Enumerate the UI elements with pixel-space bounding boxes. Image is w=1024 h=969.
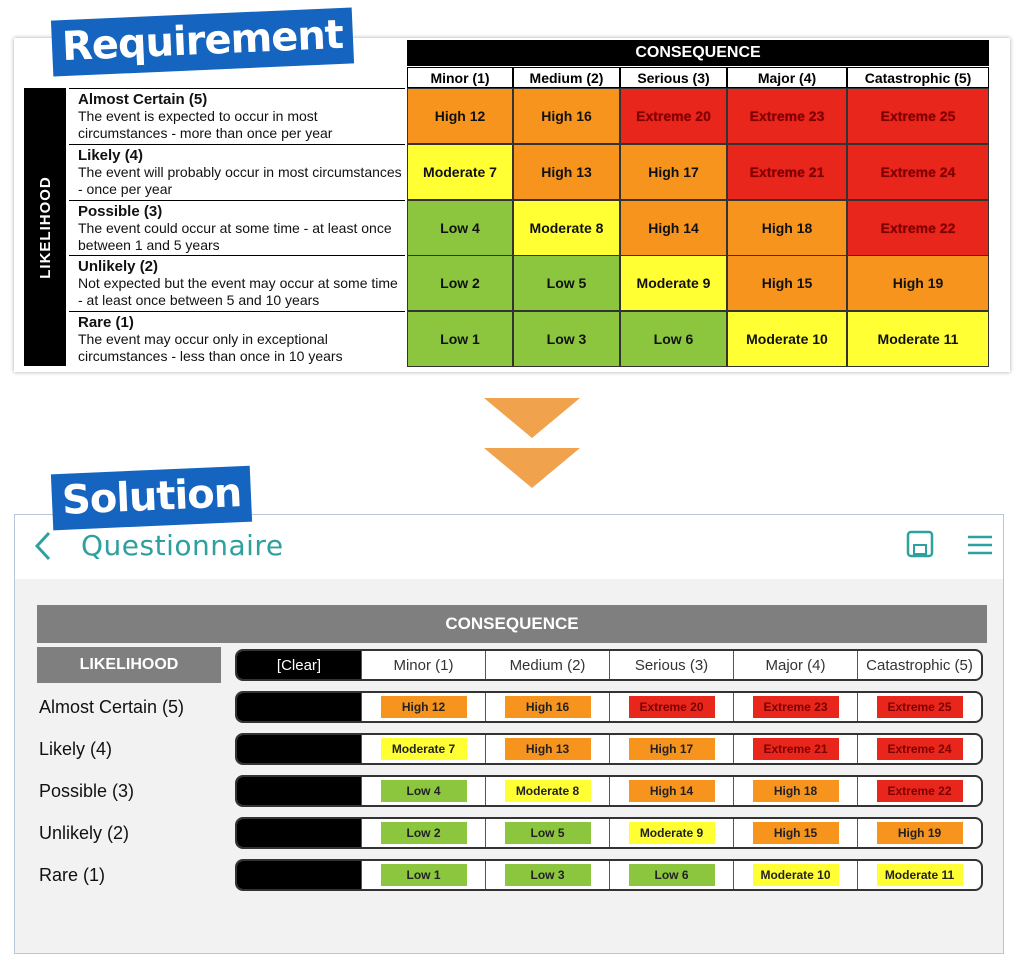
requirement-risk-cell: Moderate 11	[847, 311, 989, 367]
solution-column-header: Major (4)	[733, 651, 857, 679]
risk-level-badge: High 14	[629, 780, 715, 802]
risk-level-badge: High 13	[505, 738, 591, 760]
risk-level-badge: High 16	[505, 696, 591, 718]
solution-column-header: Medium (2)	[485, 651, 609, 679]
risk-level-badge: Low 5	[505, 822, 591, 844]
risk-level-badge: Extreme 22	[877, 780, 963, 802]
requirement-risk-cell: High 15	[727, 255, 847, 311]
risk-option-cell[interactable]	[361, 777, 485, 805]
requirement-risk-cell: Moderate 10	[727, 311, 847, 367]
risk-level-badge: Extreme 20	[629, 696, 715, 718]
requirement-column-header: Serious (3)	[620, 67, 727, 88]
questionnaire-app	[14, 514, 1004, 954]
risk-level-badge: Extreme 23	[753, 696, 839, 718]
risk-option-cell[interactable]	[857, 819, 981, 847]
requirement-risk-cell: Moderate 8	[513, 200, 620, 256]
risk-option-cell[interactable]	[733, 735, 857, 763]
down-arrow-icon	[484, 398, 580, 438]
risk-level-badge: Moderate 7	[381, 738, 467, 760]
chevron-left-icon	[29, 529, 59, 563]
risk-level-badge: Moderate 10	[753, 864, 839, 886]
risk-option-cell[interactable]	[857, 693, 981, 721]
requirement-row-title: Possible (3)	[78, 203, 163, 220]
requirement-risk-cell: High 18	[727, 200, 847, 256]
risk-level-badge: Low 6	[629, 864, 715, 886]
requirement-row-description: The event will probably occur in most circumstances - once per year	[78, 164, 402, 197]
requirement-risk-cell: Extreme 21	[727, 144, 847, 200]
risk-option-row	[235, 817, 983, 849]
risk-level-badge: High 19	[877, 822, 963, 844]
risk-option-cell[interactable]	[609, 819, 733, 847]
solution-row-label: Likely (4)	[39, 738, 113, 759]
risk-option-cell[interactable]	[361, 735, 485, 763]
requirement-risk-cell: Low 2	[407, 255, 513, 311]
risk-level-badge: High 15	[753, 822, 839, 844]
requirement-risk-cell: High 13	[513, 144, 620, 200]
row-selection-indicator[interactable]	[237, 777, 361, 805]
risk-option-cell[interactable]	[733, 693, 857, 721]
requirement-tag: Requirement	[51, 7, 354, 76]
risk-option-row	[235, 775, 983, 807]
risk-level-badge: Low 1	[381, 864, 467, 886]
risk-level-badge: Moderate 8	[505, 780, 591, 802]
requirement-row-title: Almost Certain (5)	[78, 91, 208, 108]
risk-option-cell[interactable]	[361, 819, 485, 847]
risk-level-badge: Low 4	[381, 780, 467, 802]
requirement-column-header: Medium (2)	[513, 67, 620, 88]
requirement-risk-cell: High 14	[620, 200, 727, 256]
risk-level-badge: Low 2	[381, 822, 467, 844]
risk-option-cell[interactable]	[733, 861, 857, 889]
solution-row-label: Rare (1)	[39, 864, 106, 885]
risk-level-badge: Extreme 24	[877, 738, 963, 760]
risk-level-badge: Extreme 25	[877, 696, 963, 718]
menu-button[interactable]	[965, 531, 995, 559]
risk-level-badge: Moderate 9	[629, 822, 715, 844]
row-selection-indicator[interactable]	[237, 693, 361, 721]
requirement-likelihood-header	[24, 88, 66, 366]
row-selection-indicator[interactable]	[237, 819, 361, 847]
requirement-column-header: Minor (1)	[407, 67, 513, 88]
risk-level-badge: High 12	[381, 696, 467, 718]
risk-option-row	[235, 733, 983, 765]
requirement-risk-cell: High 17	[620, 144, 727, 200]
solution-column-header: Catastrophic (5)	[857, 651, 981, 679]
risk-option-cell[interactable]	[485, 777, 609, 805]
solution-row-label: Unlikely (2)	[39, 822, 130, 843]
clear-button[interactable]: [Clear]	[237, 651, 361, 679]
solution-consequence-header: CONSEQUENCE	[37, 605, 987, 643]
requirement-risk-cell: Extreme 25	[847, 88, 989, 144]
risk-option-cell[interactable]	[609, 777, 733, 805]
risk-option-cell[interactable]	[609, 693, 733, 721]
requirement-risk-cell: Extreme 23	[727, 88, 847, 144]
risk-option-row	[235, 859, 983, 891]
solution-column-header: Serious (3)	[609, 651, 733, 679]
requirement-risk-cell: Extreme 24	[847, 144, 989, 200]
requirement-row-label	[69, 144, 405, 199]
risk-option-cell[interactable]	[485, 819, 609, 847]
requirement-row-label	[69, 255, 405, 310]
risk-level-badge: High 17	[629, 738, 715, 760]
requirement-row-label	[69, 88, 405, 143]
requirement-row-title: Unlikely (2)	[78, 258, 159, 275]
requirement-risk-cell: Moderate 7	[407, 144, 513, 200]
requirement-risk-cell: Low 3	[513, 311, 620, 367]
requirement-row-description: The event is expected to occur in most circumstances - more than once per year	[78, 108, 333, 141]
risk-option-cell[interactable]	[361, 861, 485, 889]
risk-option-cell[interactable]	[485, 861, 609, 889]
solution-tag: Solution	[51, 466, 253, 531]
requirement-row-description: The event may occur only in exceptional circumstances - less than once in 10 years	[78, 331, 343, 364]
requirement-column-header: Catastrophic (5)	[847, 67, 989, 88]
requirement-row-label	[69, 200, 405, 255]
risk-level-badge: Extreme 21	[753, 738, 839, 760]
requirement-consequence-header: CONSEQUENCE	[407, 40, 989, 66]
risk-option-cell[interactable]	[733, 819, 857, 847]
requirement-row-description: The event could occur at some time - at least once between 1 and 5 years	[78, 220, 392, 253]
risk-option-cell[interactable]	[733, 777, 857, 805]
risk-option-cell[interactable]	[361, 693, 485, 721]
requirement-risk-cell: High 16	[513, 88, 620, 144]
requirement-row-title: Likely (4)	[78, 147, 144, 164]
requirement-matrix	[14, 38, 1010, 372]
save-button[interactable]	[905, 529, 935, 559]
risk-option-cell[interactable]	[609, 735, 733, 763]
row-selection-indicator[interactable]	[237, 861, 361, 889]
requirement-likelihood-label: LIKELIHOOD	[36, 175, 54, 279]
risk-option-cell[interactable]	[485, 735, 609, 763]
requirement-risk-cell: Extreme 22	[847, 200, 989, 256]
risk-level-badge: High 18	[753, 780, 839, 802]
risk-level-badge: Low 3	[505, 864, 591, 886]
hamburger-menu-icon	[965, 531, 995, 559]
back-button[interactable]	[29, 529, 59, 563]
requirement-risk-cell: Moderate 9	[620, 255, 727, 311]
solution-row-label: Possible (3)	[39, 780, 135, 801]
requirement-risk-cell: High 19	[847, 255, 989, 311]
down-arrow-icon	[484, 448, 580, 488]
requirement-risk-cell: Low 6	[620, 311, 727, 367]
requirement-row-description: Not expected but the event may occur at some time - at least once between 5 and 10 years	[78, 275, 398, 308]
risk-option-cell[interactable]	[857, 735, 981, 763]
risk-option-row	[235, 691, 983, 723]
solution-column-header-row	[235, 649, 983, 681]
requirement-risk-cell: High 12	[407, 88, 513, 144]
requirement-risk-cell: Low 1	[407, 311, 513, 367]
solution-likelihood-header: LIKELIHOOD	[37, 647, 221, 683]
risk-option-cell[interactable]	[857, 861, 981, 889]
requirement-row-label	[69, 311, 405, 366]
risk-level-badge: Moderate 11	[877, 864, 963, 886]
requirement-risk-cell: Extreme 20	[620, 88, 727, 144]
page-title: Questionnaire	[81, 529, 284, 562]
risk-option-cell[interactable]	[857, 777, 981, 805]
requirement-risk-cell: Low 4	[407, 200, 513, 256]
solution-row-label: Almost Certain (5)	[39, 696, 185, 717]
risk-option-cell[interactable]	[609, 861, 733, 889]
row-selection-indicator[interactable]	[237, 735, 361, 763]
save-icon	[905, 529, 935, 559]
risk-option-cell[interactable]	[485, 693, 609, 721]
requirement-row-title: Rare (1)	[78, 314, 134, 331]
requirement-risk-cell: Low 5	[513, 255, 620, 311]
solution-column-header: Minor (1)	[361, 651, 485, 679]
requirement-column-header: Major (4)	[727, 67, 847, 88]
